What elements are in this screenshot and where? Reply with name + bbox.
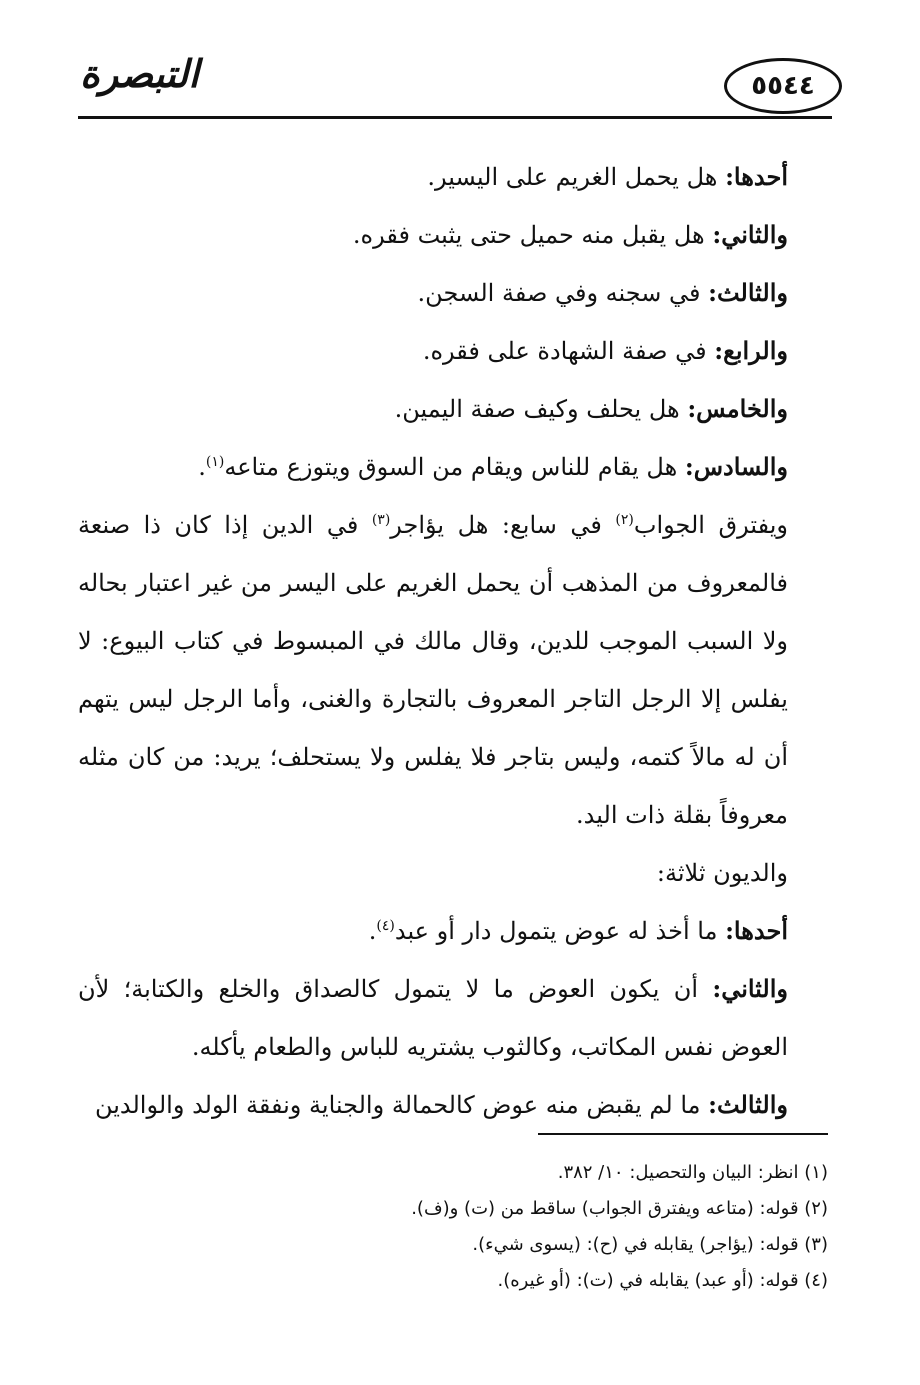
text-line xyxy=(78,438,828,496)
main-text xyxy=(78,148,828,1134)
book-title: التبصرة xyxy=(80,52,199,96)
line-text: هل يقبل منه حميل حتى يثبت فقره. xyxy=(352,221,713,249)
footnote-ref[interactable]: (٤) xyxy=(376,918,395,934)
line-end: . xyxy=(198,453,206,481)
text-line xyxy=(78,380,828,438)
line-text: هل يحلف وكيف صفة اليمين. xyxy=(394,395,688,423)
footnote: (٣) قوله: (يؤاجر) يقابله في (ح): (يسوى شيء). xyxy=(472,1234,828,1255)
text-line xyxy=(78,148,828,206)
lead-word: والثالث: xyxy=(708,1090,788,1119)
footnote-separator xyxy=(538,1133,828,1135)
line-text: هل يقام للناس ويقام من السوق ويتوزع متاعه xyxy=(224,453,685,481)
header-rule xyxy=(78,116,832,119)
para-text: أن يكون العوض ما لا يتمول كالصداق والخلع والكتابة؛ لأن العوض نفس المكاتب، وكالثوب يشتريه للباس والطعام يأكله. xyxy=(78,975,788,1061)
footnote: (٢) قوله: (متاعه ويفترق الجواب) ساقط من (ت) و(ف). xyxy=(411,1198,828,1219)
footnote: (١) انظر: البيان والتحصيل: ١٠/ ٣٨٢. xyxy=(557,1162,828,1183)
line-text: هل يحمل الغريم على اليسير. xyxy=(427,163,726,191)
page-number-badge: ٥٥٤٤ xyxy=(724,58,842,114)
text-line xyxy=(78,902,828,960)
paragraph xyxy=(78,496,828,844)
lead-word: والثاني: xyxy=(712,974,788,1003)
footnote-ref[interactable]: (٣) xyxy=(371,512,391,528)
lead-word: والخامس: xyxy=(687,394,788,423)
lead-word: والرابع: xyxy=(714,336,788,365)
line-text: ما أخذ له عوض يتمول دار أو عبد xyxy=(394,917,726,945)
line-text: في صفة الشهادة على فقره. xyxy=(422,337,715,365)
line-end: . xyxy=(368,917,377,945)
para-text: ويفترق الجواب xyxy=(633,511,788,539)
text-line xyxy=(78,322,828,380)
text-line: والديون ثلاثة: xyxy=(656,859,788,887)
text-line xyxy=(78,206,828,264)
footnote: (٤) قوله: (أو عبد) يقابله في (ت): (أو غيره). xyxy=(497,1270,828,1291)
page-header xyxy=(78,50,832,120)
para-text: في الدين إذا كان ذا صنعة فالمعروف من المذهب أن يحمل الغريم على اليسر من غير اعتبار بحاله ولا السبب الموجب للدين، وقال مالك في المبسوط في كتاب البيوع: لا يفلس إلا الرجل التاجر المعروف بالتجارة والغنى، وأما الرجل ليس يتهم أن له مالاً كتمه، وليس بتاجر فلا يفلس ولا يستحلف؛ يريد: من كان مثله معروفاً بقلة ذات اليد. xyxy=(78,511,788,829)
para-text: في سابع: هل يؤاجر xyxy=(390,511,616,539)
lead-word: والسادس: xyxy=(684,452,788,481)
lead-word: والثاني: xyxy=(712,220,788,249)
para-text: ما لم يقبض منه عوض كالحمالة والجناية ونفقة الولد والوالدين xyxy=(94,1091,709,1119)
lead-word: أحدها: xyxy=(725,162,788,191)
paragraph xyxy=(78,960,828,1076)
line-text: في سجنه وفي صفة السجن. xyxy=(417,279,709,307)
footnote-ref[interactable]: (١) xyxy=(205,454,225,470)
text-line xyxy=(78,264,828,322)
paragraph xyxy=(78,1076,828,1134)
footnote-ref[interactable]: (٢) xyxy=(615,512,634,528)
footnotes xyxy=(78,1155,828,1299)
lead-word: والثالث: xyxy=(708,278,788,307)
lead-word: أحدها: xyxy=(725,916,788,945)
